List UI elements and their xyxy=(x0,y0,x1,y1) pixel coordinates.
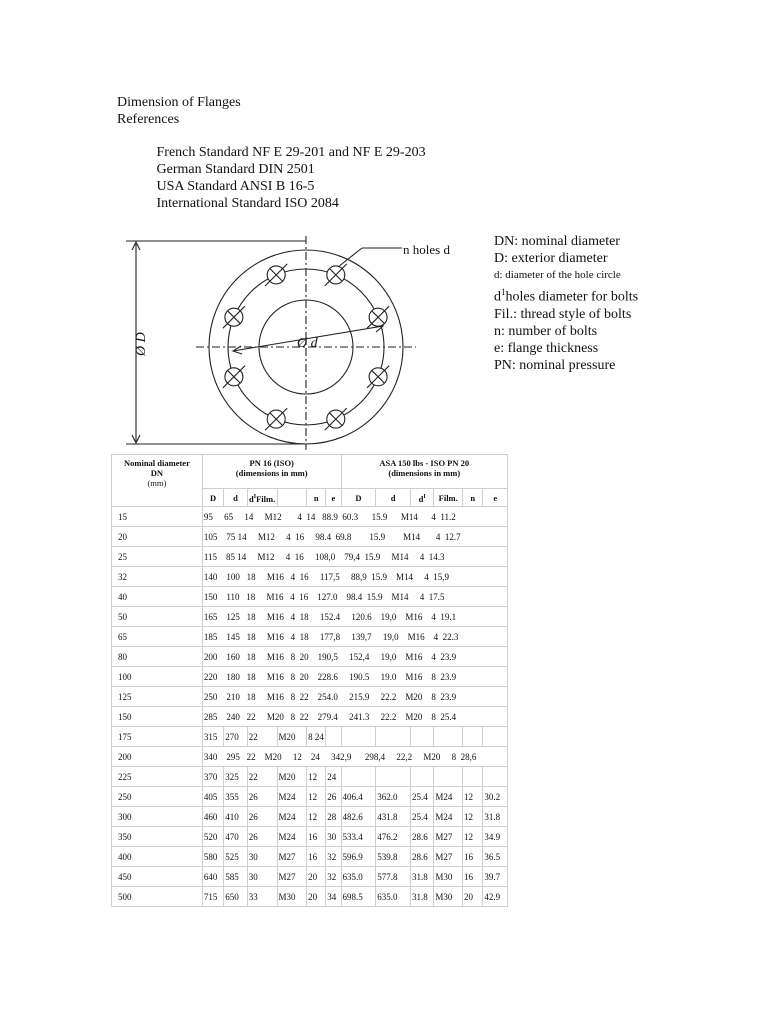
table-cell: 698.5 xyxy=(341,887,376,907)
references-heading: References xyxy=(117,112,180,127)
table-cell: 31.8 xyxy=(410,867,433,887)
table-cell: 12 xyxy=(307,787,326,807)
column-header: D xyxy=(202,489,223,507)
table-cell: 315 xyxy=(202,727,223,747)
holes-leader-line xyxy=(338,248,362,267)
table-cell: 460 xyxy=(202,807,223,827)
table-row xyxy=(112,567,508,587)
table-cell: 25.4 xyxy=(410,787,433,807)
column-header: Film. xyxy=(434,489,463,507)
table-cell xyxy=(326,727,341,747)
merged-row-values: 285 240 22 M20 8 22 279.4 241.3 22.2 M20 8 25.4 xyxy=(202,707,507,727)
table-cell: 32 xyxy=(326,847,341,867)
legend-d: d: diameter of the hole circle xyxy=(494,269,621,281)
table-cell xyxy=(376,727,411,747)
table-cell xyxy=(410,727,433,747)
table-cell: 596.9 xyxy=(341,847,376,867)
table-cell: 470 xyxy=(224,827,247,847)
table-row xyxy=(112,547,508,567)
bullet-icon xyxy=(142,195,153,212)
legend-e: e: flange thickness xyxy=(494,340,599,356)
column-header: d xyxy=(376,489,411,507)
table-cell: 431.8 xyxy=(376,807,411,827)
table-cell: 520 xyxy=(202,827,223,847)
table-row xyxy=(112,787,508,807)
dn-cell: 150 xyxy=(112,707,203,727)
table-cell: M27 xyxy=(434,847,463,867)
table-row xyxy=(112,747,508,767)
table-row xyxy=(112,847,508,867)
table-cell: 20 xyxy=(307,867,326,887)
table-cell: 539.8 xyxy=(376,847,411,867)
table-cell: M20 xyxy=(277,767,307,787)
table-cell: 8 24 xyxy=(307,727,326,747)
table-cell: 580 xyxy=(202,847,223,867)
dn-cell: 40 xyxy=(112,587,203,607)
reference-item: USA Standard ANSI B 16-5 xyxy=(142,178,426,195)
table-cell xyxy=(410,767,433,787)
table-cell: 26 xyxy=(326,787,341,807)
table-cell: 30 xyxy=(247,847,277,867)
table-cell: 12 xyxy=(307,807,326,827)
reference-item: French Standard NF E 29-201 and NF E 29-203 xyxy=(142,144,426,161)
header-nominal-diameter: Nominal diameter DN (mm) xyxy=(112,455,203,507)
table-cell: 585 xyxy=(224,867,247,887)
table-cell: 406.4 xyxy=(341,787,376,807)
table-cell: 25.4 xyxy=(410,807,433,827)
doc-title: Dimension of Flanges xyxy=(117,95,241,110)
table-cell: M27 xyxy=(277,847,307,867)
merged-row-values: 220 180 18 M16 8 20 228.6 190.5 19.0 M16 8 23.9 xyxy=(202,667,507,687)
table-cell: M24 xyxy=(434,807,463,827)
table-cell: 26 xyxy=(247,807,277,827)
table-cell: 33 xyxy=(247,887,277,907)
table-cell: M24 xyxy=(434,787,463,807)
merged-row-values: 340 295 22 M20 12 24 342,9 298,4 22,2 M20 8 28,6 xyxy=(202,747,507,767)
merged-row-values: 150 110 18 M16 4 16 127.0 98.4 15.9 M14 4 17.5 xyxy=(202,587,507,607)
legend-d1: $d^1holes$ diameter for bolts xyxy=(494,287,639,305)
column-header: D xyxy=(341,489,376,507)
outer-diameter-label: Ø D xyxy=(134,332,149,356)
reference-item: German Standard DIN 2501 xyxy=(142,161,426,178)
table-row xyxy=(112,607,508,627)
table-cell: M24 xyxy=(277,807,307,827)
table-cell xyxy=(376,767,411,787)
column-header: $d^I$ xyxy=(410,489,433,507)
dn-cell: 15 xyxy=(112,507,203,527)
dn-cell: 100 xyxy=(112,667,203,687)
table-cell: 715 xyxy=(202,887,223,907)
table-cell: M20 xyxy=(277,727,307,747)
table-cell xyxy=(463,727,483,747)
dn-cell: 50 xyxy=(112,607,203,627)
table-cell: 22 xyxy=(247,727,277,747)
table-cell: 635.0 xyxy=(341,867,376,887)
table-cell xyxy=(341,767,376,787)
table-cell: 16 xyxy=(307,847,326,867)
legend-pn: PN: nominal pressure xyxy=(494,357,616,373)
bullet-icon xyxy=(142,161,153,178)
table-cell: 12 xyxy=(463,807,483,827)
table-cell: 34 xyxy=(326,887,341,907)
table-cell: 28.6 xyxy=(410,827,433,847)
column-header: e xyxy=(326,489,341,507)
table-cell: 24 xyxy=(326,767,341,787)
table-cell: 36.5 xyxy=(483,847,508,867)
table-cell: 39.7 xyxy=(483,867,508,887)
dn-cell: 200 xyxy=(112,747,203,767)
table-cell: 405 xyxy=(202,787,223,807)
holes-label: n holes d xyxy=(403,242,450,257)
table-cell: 362.0 xyxy=(376,787,411,807)
table-cell: 12 xyxy=(463,787,483,807)
bullet-icon xyxy=(142,178,153,195)
table-cell: 16 xyxy=(463,867,483,887)
table-cell: M30 xyxy=(434,867,463,887)
table-cell: M27 xyxy=(434,827,463,847)
table-cell: 410 xyxy=(224,807,247,827)
table-cell: M30 xyxy=(434,887,463,907)
table-cell: 12 xyxy=(307,767,326,787)
table-row xyxy=(112,687,508,707)
legend-n: n: number of bolts xyxy=(494,323,598,339)
dn-cell: 450 xyxy=(112,867,203,887)
dn-cell: 20 xyxy=(112,527,203,547)
table-cell: 28.6 xyxy=(410,847,433,867)
table-cell: 22 xyxy=(247,767,277,787)
legend xyxy=(494,233,684,374)
table-cell: 355 xyxy=(224,787,247,807)
table-cell: 30 xyxy=(326,827,341,847)
dn-cell: 65 xyxy=(112,627,203,647)
table-row xyxy=(112,527,508,547)
merged-row-values: 115 85 14 M12 4 16 108,0 79,4 15.9 M14 4 14.3 xyxy=(202,547,507,567)
table-cell: M27 xyxy=(277,867,307,887)
column-header: $d^IFilm$. xyxy=(247,489,277,507)
merged-row-values: 105 75 14 M12 4 16 98.4 69.8 15.9 M14 4 12.7 xyxy=(202,527,507,547)
merged-row-values: 165 125 18 M16 4 18 152.4 120.6 19,0 M16 4 19.1 xyxy=(202,607,507,627)
table-cell: 16 xyxy=(307,827,326,847)
bullet-icon xyxy=(142,144,153,161)
merged-row-values: 95 65 14 M12 4 14 88.9 60.3 15.9 M14 4 11.2 xyxy=(202,507,507,527)
table-cell: 28 xyxy=(326,807,341,827)
table-cell: 12 xyxy=(463,827,483,847)
table-cell: 370 xyxy=(202,767,223,787)
table-cell: 42.9 xyxy=(483,887,508,907)
dn-cell: 300 xyxy=(112,807,203,827)
dn-cell: 80 xyxy=(112,647,203,667)
legend-fil: Fil.: thread style of bolts xyxy=(494,306,632,322)
table-cell: 270 xyxy=(224,727,247,747)
bolt-circle-label: Ø d xyxy=(297,336,318,351)
column-header: n xyxy=(463,489,483,507)
merged-row-values: 200 160 18 M16 8 20 190,5 152,4 19,0 M16 4 23.9 xyxy=(202,647,507,667)
header-pn16: PN 16 (ISO) (dimensions in mm) xyxy=(202,455,341,489)
table-cell: 20 xyxy=(307,887,326,907)
table-cell: 30 xyxy=(247,867,277,887)
table-cell: 525 xyxy=(224,847,247,867)
dn-cell: 32 xyxy=(112,567,203,587)
table-cell: 635.0 xyxy=(376,887,411,907)
table-cell: M24 xyxy=(277,827,307,847)
legend-D: D: exterior diameter xyxy=(494,251,608,266)
table-cell: 325 xyxy=(224,767,247,787)
dn-cell: 25 xyxy=(112,547,203,567)
table-cell: 650 xyxy=(224,887,247,907)
table-cell: M24 xyxy=(277,787,307,807)
table-row xyxy=(112,507,508,527)
table-cell: 533.4 xyxy=(341,827,376,847)
dn-cell: 125 xyxy=(112,687,203,707)
table-row xyxy=(112,667,508,687)
table-cell: 476.2 xyxy=(376,827,411,847)
legend-dn: DN: nominal diameter xyxy=(494,234,620,249)
table-cell: 20 xyxy=(463,887,483,907)
table-cell xyxy=(434,727,463,747)
table-row xyxy=(112,647,508,667)
merged-row-values: 250 210 18 M16 8 22 254.0 215.9 22.2 M20 8 23.9 xyxy=(202,687,507,707)
table-cell: 26 xyxy=(247,787,277,807)
dn-cell: 500 xyxy=(112,887,203,907)
table-cell: 34.9 xyxy=(483,827,508,847)
table-cell xyxy=(483,767,508,787)
table-row xyxy=(112,827,508,847)
merged-row-values: 185 145 18 M16 4 18 177,8 139,7 19,0 M16 4 22.3 xyxy=(202,627,507,647)
table-row xyxy=(112,727,508,747)
column-header xyxy=(277,489,307,507)
table-cell: 577.8 xyxy=(376,867,411,887)
table-row xyxy=(112,867,508,887)
table-cell: 482.6 xyxy=(341,807,376,827)
table-cell: M30 xyxy=(277,887,307,907)
table-cell: 30.2 xyxy=(483,787,508,807)
table-cell: 31.8 xyxy=(483,807,508,827)
dn-cell: 225 xyxy=(112,767,203,787)
table-cell: 32 xyxy=(326,867,341,887)
column-header: e xyxy=(483,489,508,507)
column-header: n xyxy=(307,489,326,507)
table-cell xyxy=(434,767,463,787)
table-cell: 640 xyxy=(202,867,223,887)
table-cell: 16 xyxy=(463,847,483,867)
table-cell xyxy=(341,727,376,747)
flange-dimensions-table xyxy=(111,454,508,907)
table-row xyxy=(112,707,508,727)
column-header: d xyxy=(224,489,247,507)
dn-cell: 400 xyxy=(112,847,203,867)
table-row xyxy=(112,887,508,907)
references-list xyxy=(142,144,426,212)
header-asa150: ASA 150 lbs - ISO PN 20 (dimensions in mm) xyxy=(341,455,507,489)
dn-cell: 175 xyxy=(112,727,203,747)
table-row xyxy=(112,807,508,827)
table-cell xyxy=(463,767,483,787)
table-row xyxy=(112,627,508,647)
table-cell: 31.8 xyxy=(410,887,433,907)
table-cell: 26 xyxy=(247,827,277,847)
dn-cell: 250 xyxy=(112,787,203,807)
table-row xyxy=(112,587,508,607)
flange-diagram xyxy=(112,230,492,452)
reference-item: International Standard ISO 2084 xyxy=(142,195,426,212)
dn-cell: 350 xyxy=(112,827,203,847)
table-cell xyxy=(483,727,508,747)
table-row xyxy=(112,767,508,787)
merged-row-values: 140 100 18 M16 4 16 117,5 88,9 15.9 M14 4 15,9 xyxy=(202,567,507,587)
